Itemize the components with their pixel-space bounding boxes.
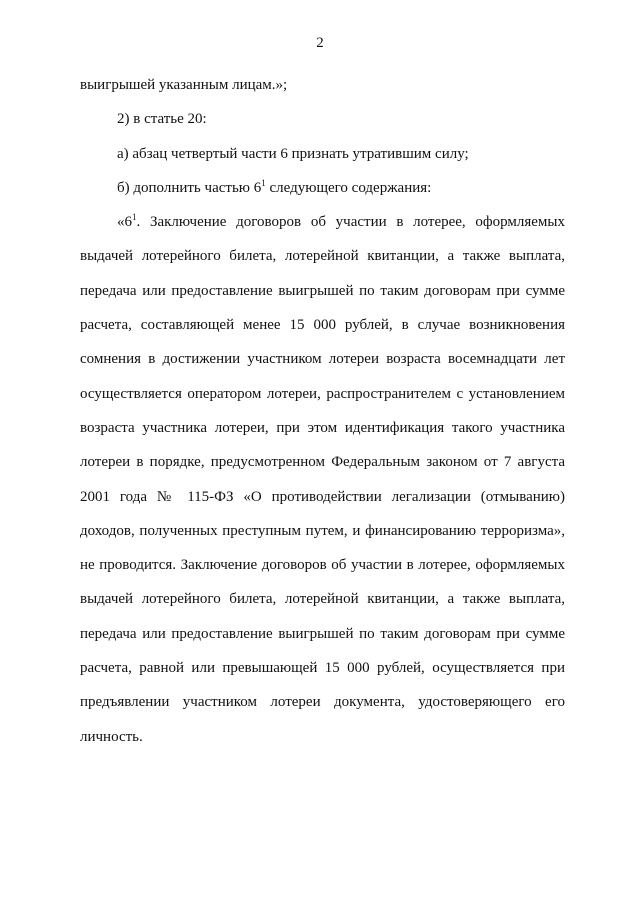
- document-body: [80, 68, 565, 754]
- text-line: доходов, полученных преступным путем, и финансированию терроризма»,: [80, 522, 565, 539]
- text-line: сомнения в достижении участником лотереи возраста восемнадцати лет: [80, 351, 565, 368]
- text-line: выигрышей указанным лицам.»;: [80, 77, 288, 93]
- text-fragment: следующего содержания:: [265, 179, 432, 196]
- page-number: 2: [316, 35, 324, 51]
- text-fragment: б) дополнить частью 6: [117, 179, 262, 196]
- superscript: 1: [132, 212, 137, 223]
- text-line: возраста участника лотереи, при этом идентификация такого участника: [80, 419, 565, 436]
- text-fragment: . Заключение договоров об участии в лотерее, оформляемых: [136, 214, 565, 231]
- text-line: выдачей лотерейного билета, лотерейной квитанции, а также выплата,: [80, 591, 565, 608]
- text-line: [80, 205, 565, 239]
- text-line: [80, 171, 565, 205]
- text-line: не проводится. Заключение договоров об участии в лотерее, оформляемых: [80, 557, 565, 574]
- text-line: выдачей лотерейного билета, лотерейной квитанции, а также выплата,: [80, 248, 565, 265]
- text-line: предъявлении участником лотереи документа, удостоверяющего его: [80, 694, 565, 711]
- text-line: передача или предоставление выигрышей по таким договорам при сумме: [80, 282, 565, 299]
- text-line: расчета, составляющей менее 15 000 рублей, в случае возникновения: [80, 317, 565, 334]
- text-line: личность.: [80, 728, 143, 745]
- text-fragment: «6: [117, 214, 132, 231]
- text-line: а) абзац четвертый части 6 признать утратившим силу;: [117, 145, 469, 162]
- text-line: передача или предоставление выигрышей по таким договорам при сумме: [80, 625, 565, 642]
- text-line: 2) в статье 20:: [117, 111, 207, 128]
- text-line: осуществляется оператором лотереи, распространителем с установлением: [80, 385, 565, 402]
- text-line: 2001 года № 115-ФЗ «О противодействии легализации (отмыванию): [80, 488, 565, 505]
- superscript: 1: [261, 177, 266, 188]
- text-line: расчета, равной или превышающей 15 000 рублей, осуществляется при: [80, 660, 565, 677]
- text-line: лотереи в порядке, предусмотренном Федеральным законом от 7 августа: [80, 454, 565, 471]
